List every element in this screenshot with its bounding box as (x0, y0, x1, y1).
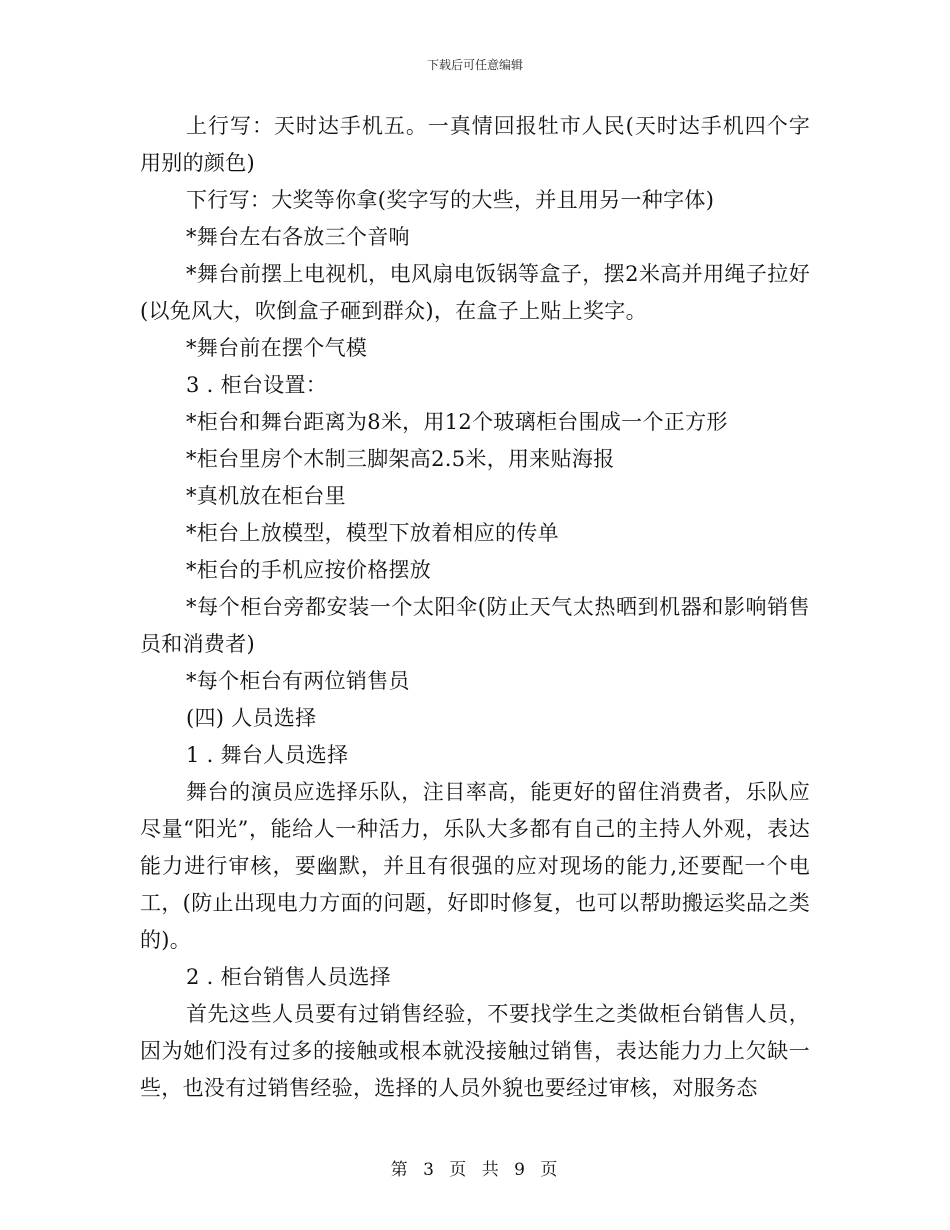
paragraph: *柜台里房个木制三脚架高2.5米，用来贴海报 (186, 447, 615, 471)
paragraph: *每个柜台有两位销售员 (186, 669, 410, 693)
section-heading: (四) 人员选择 (186, 706, 317, 730)
paragraph: *舞台前摆上电视机，电风扇电饭锅等盒子，摆2米高并用绳子拉好(以免风大，吹倒盒子砸到群众)，在盒子上贴上奖字。 (140, 262, 810, 323)
document-body (140, 108, 810, 1107)
paragraph: *舞台前在摆个气模 (186, 336, 368, 360)
section-heading: 3 . 柜台设置： (186, 373, 328, 397)
paragraph: 上行写：天时达手机五。一真情回报牡市人民(天时达手机四个字用别的颜色) (140, 114, 810, 175)
page-header-note: 下载后可任意编辑 (426, 58, 523, 72)
paragraph: 下行写：大奖等你拿(奖字写的大些，并且用另一种字体) (186, 188, 715, 212)
page-number: 第 3 页 共 9 页 (390, 1160, 560, 1180)
section-heading: 2 . 柜台销售人员选择 (186, 965, 391, 989)
paragraph: *每个柜台旁都安装一个太阳伞(防止天气太热晒到机器和影响销售员和消费者) (140, 595, 810, 656)
paragraph: *柜台上放模型，模型下放着相应的传单 (186, 521, 559, 545)
section-heading: 1 . 舞台人员选择 (186, 743, 349, 767)
paragraph: 舞台的演员应选择乐队，注目率高，能更好的留住消费者，乐队应尽量“阳光”，能给人一种活力，乐队大多都有自己的主持人外观，表达能力进行审核，要幽默，并且有很强的应对现场的能力,还要配一个电工，(防止出现电力方面的问题，好即时修复，也可以帮助搬运奖品之类的)。 (140, 780, 810, 952)
paragraph: 首先这些人员要有过销售经验，不要找学生之类做柜台销售人员，因为她们没有过多的接触或根本就没接触过销售，表达能力力上欠缺一些，也没有过销售经验，选择的人员外貌也要经过审核，对服务态 (140, 1002, 810, 1100)
paragraph: *柜台和舞台距离为8米，用12个玻璃柜台围成一个正方形 (186, 410, 728, 434)
paragraph: *舞台左右各放三个音响 (186, 225, 410, 249)
paragraph: *柜台的手机应按价格摆放 (186, 558, 432, 582)
paragraph: *真机放在柜台里 (186, 484, 346, 508)
